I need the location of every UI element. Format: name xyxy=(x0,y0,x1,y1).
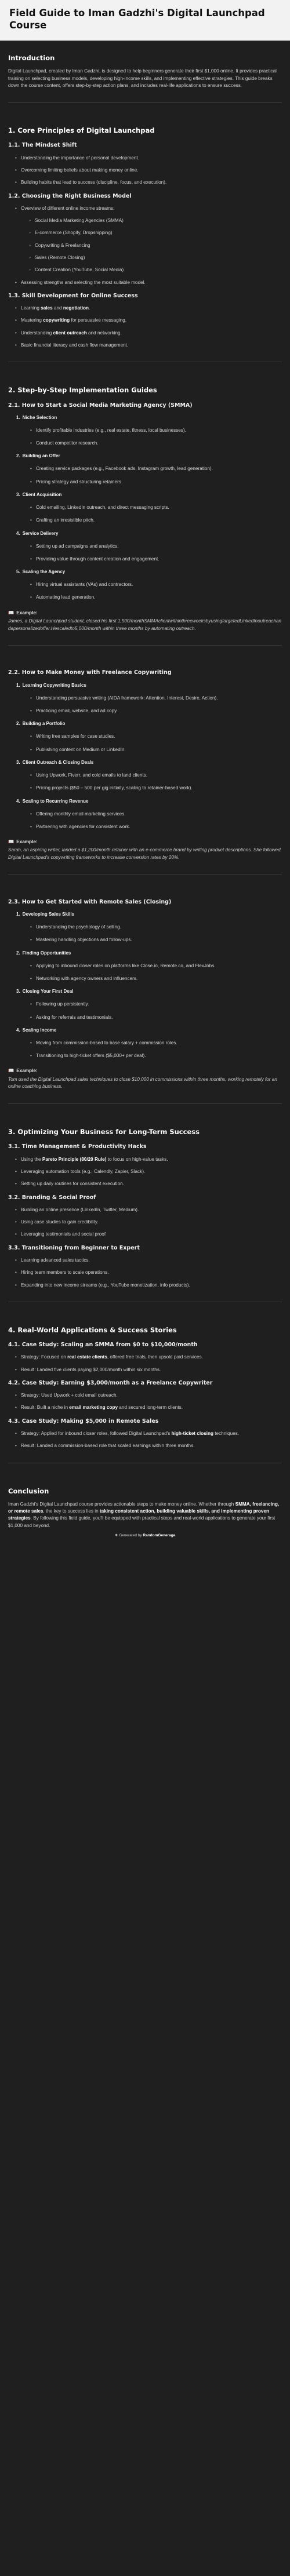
step-title: 1. Niche Selection xyxy=(16,414,57,420)
section-1-heading: 1. Core Principles of Digital Launchpad xyxy=(8,126,155,135)
step xyxy=(16,1027,282,1060)
step xyxy=(16,720,282,753)
intro-text: Digital Launchpad, created by Iman Gadzhi, is designed to help beginners generate their first $1,000 online. It provides practical training on selecting business models, developing high-income skills, and implementing effective strategies. This guide breaks down the course content, offers step-by-step action plans, and includes real-life applications to ensure success. xyxy=(8,68,277,88)
list-item: • Learning sales and negotiation. xyxy=(15,305,282,312)
list-item: • Asking for referrals and testimonials. xyxy=(30,1014,282,1021)
list-item: • Leveraging testimonials and social proof xyxy=(15,1231,282,1238)
example-text: Tom used the Digital Launchpad sales techniques to close $10,000 in commissions within three months, working remotely for an online coaching business. xyxy=(8,1076,277,1090)
step-items xyxy=(16,427,282,447)
step-title: 2. Building a Portfolio xyxy=(16,721,66,727)
section-4-heading: 4. Real-World Applications & Success Stories xyxy=(8,1325,177,1334)
footer-prefix: ❖ Generated by xyxy=(114,1533,143,1538)
section-2-heading: 2. Step-by-Step Implementation Guides xyxy=(8,386,157,395)
list-item: • Automating lead generation. xyxy=(30,594,282,601)
section-3-heading: 3. Optimizing Your Business for Long-Term Success xyxy=(8,1128,200,1136)
list-item: • Crafting an irresistible pitch. xyxy=(30,517,282,524)
step-title: 3. Client Outreach & Closing Deals xyxy=(16,759,94,765)
step xyxy=(16,950,282,983)
intro-heading: Introduction xyxy=(8,54,55,62)
sub-list-item: ◦ Copywriting & Freelancing xyxy=(29,242,282,249)
step xyxy=(16,453,282,486)
example-text: James, a Digital Launchpad student, closed his first 1,500/monthSMMAclientwithinthreeweeksbyusingtargetedLinkedInoutreachandapersonalizedoffer.Hescaledto5,000/month within three months by automating outreach. xyxy=(8,618,282,631)
example-heading: 📖 Example: xyxy=(8,1068,38,1074)
sub-list-item: ◦ Sales (Remote Closing) xyxy=(29,254,282,261)
list-item: • Writing free samples for case studies. xyxy=(30,733,282,740)
step-items xyxy=(16,811,282,831)
section-4-3-heading: 4.3. Case Study: Making $5,000 in Remote Sales xyxy=(8,1418,159,1424)
step-title: 4. Scaling Income xyxy=(16,1027,57,1033)
step-items xyxy=(16,1040,282,1060)
page-title: Field Guide to Iman Gadzhi's Digital Launchpad Course xyxy=(9,8,265,31)
section-1-3-heading: 1.3. Skill Development for Online Success xyxy=(8,292,138,299)
step-items xyxy=(16,581,282,602)
section-2-2-heading: 2.2. How to Make Money with Freelance Copywriting xyxy=(8,669,172,676)
list-item: • Understanding the importance of personal development. xyxy=(15,155,282,162)
step xyxy=(16,530,282,563)
list xyxy=(8,305,282,349)
section-3-2-heading: 3.2. Branding & Social Proof xyxy=(8,1194,96,1201)
step-items xyxy=(16,924,282,944)
list-item: • Building an online presence (LinkedIn, Twitter, Medium). xyxy=(15,1207,282,1214)
list-item: • Setting up daily routines for consistent execution. xyxy=(15,1180,282,1187)
list-item: • Understanding the psychology of selling. xyxy=(30,924,282,931)
step-items xyxy=(16,543,282,563)
footer-brand-link[interactable]: RandomGenerage xyxy=(143,1533,176,1538)
sub-list xyxy=(21,217,282,274)
list-item: • Understanding client outreach and networking. xyxy=(15,330,282,337)
list-item: • Pricing projects ($50 – 500 per gig initially, scaling to retainer-based work). xyxy=(30,785,282,792)
list-item: • Setting up ad campaigns and analytics. xyxy=(30,543,282,550)
footer xyxy=(8,1533,282,1539)
list-item: • Providing value through content creation and engagement. xyxy=(30,556,282,563)
section-1-1-heading: 1.1. The Mindset Shift xyxy=(8,142,77,149)
example-text: Sarah, an aspiring writer, landed a $1,200/month retainer with an e-commerce brand by writing product descriptions. She followed Digital Launchpad's copywriting frameworks to increase conversion rates by 20%. xyxy=(8,847,281,861)
list-item: • Expanding into new income streams (e.g., YouTube monetization, info products). xyxy=(15,1282,282,1289)
step-items xyxy=(16,733,282,753)
conclusion-heading: Conclusion xyxy=(8,1486,49,1495)
step xyxy=(16,911,282,944)
list-item: • Using case studies to gain credibility. xyxy=(15,1219,282,1226)
step-title: 4. Scaling to Recurring Revenue xyxy=(16,798,89,804)
list-item: • Creating service packages (e.g., Facebook ads, Instagram growth, lead generation). xyxy=(30,465,282,472)
step-list xyxy=(8,682,282,830)
list-item: • Conduct competitor research. xyxy=(30,440,282,447)
list-item: • Assessing strengths and selecting the most suitable model. xyxy=(15,279,282,286)
step-items xyxy=(16,1001,282,1021)
list xyxy=(8,155,282,187)
list-item: • Transitioning to high-ticket offers ($5,000+ per deal). xyxy=(30,1052,282,1059)
list-item: • Mastering handling objections and follow-ups. xyxy=(30,937,282,943)
step-items xyxy=(16,695,282,715)
step-title: 1. Learning Copywriting Basics xyxy=(16,682,86,688)
list xyxy=(8,1354,282,1373)
list-item: • Moving from commission-based to base salary + commission roles. xyxy=(30,1040,282,1047)
step xyxy=(16,682,282,715)
list-item: • Leveraging automation tools (e.g., Calendly, Zapier, Slack). xyxy=(15,1168,282,1175)
section-4-1-heading: 4.1. Case Study: Scaling an SMMA from $0 to $10,000/month xyxy=(8,1342,198,1349)
list-item: • Strategy: Applied for inbound closer roles, followed Digital Launchpad's high-ticket closing techniques. xyxy=(15,1430,282,1437)
step-items xyxy=(16,504,282,524)
step xyxy=(16,759,282,792)
list-item: • Using Upwork, Fiverr, and cold emails to land clients. xyxy=(30,772,282,779)
section-3-3-heading: 3.3. Transitioning from Beginner to Expert xyxy=(8,1244,140,1251)
list-item: • Pricing strategy and structuring retainers. xyxy=(30,479,282,486)
step-list xyxy=(8,911,282,1059)
list xyxy=(8,1392,282,1412)
sub-list-item: ◦ E-commerce (Shopify, Dropshipping) xyxy=(29,229,282,236)
list xyxy=(8,1430,282,1450)
divider xyxy=(8,645,282,646)
list-item: • Applying to inbound closer roles on platforms like Close.io, Remote.co, and FlexJobs. xyxy=(30,963,282,970)
step xyxy=(16,569,282,602)
step-title: 3. Closing Your First Deal xyxy=(16,989,74,994)
step-title: 2. Building an Offer xyxy=(16,453,60,459)
step-title: 1. Developing Sales Skills xyxy=(16,912,75,917)
list-item: • Partnering with agencies for consistent work. xyxy=(30,824,282,830)
step xyxy=(16,414,282,447)
section-2-1-heading: 2.1. How to Start a Social Media Marketing Agency (SMMA) xyxy=(8,402,193,409)
list-item: • Using the Pareto Principle (80/20 Rule) to focus on high-value tasks. xyxy=(15,1156,282,1163)
content xyxy=(0,41,290,1539)
step xyxy=(16,798,282,831)
list-item: • Publishing content on Medium or LinkedIn. xyxy=(30,746,282,753)
list-item: • Mastering copywriting for persuasive messaging. xyxy=(15,317,282,324)
list-item: • Strategy: Used Upwork + cold email outreach. xyxy=(15,1392,282,1399)
step-items xyxy=(16,465,282,486)
list-item: • Learning advanced sales tactics. xyxy=(15,1257,282,1264)
step-items xyxy=(16,963,282,983)
step-title: 2. Finding Opportunities xyxy=(16,950,71,956)
list-item: • Hiring virtual assistants (VAs) and contractors. xyxy=(30,581,282,588)
step-list xyxy=(8,414,282,602)
list-item: • Building habits that lead to success (discipline, focus, and execution). xyxy=(15,179,282,186)
header xyxy=(0,0,290,41)
list-item: • Overcoming limiting beliefs about making money online. xyxy=(15,167,282,174)
step-title: 3. Client Acquisition xyxy=(16,491,62,497)
book-icon: 📖 xyxy=(8,1068,14,1074)
list-item: • Cold emailing, LinkedIn outreach, and direct messaging scripts. xyxy=(30,504,282,511)
list xyxy=(8,1257,282,1289)
section-4-2-heading: 4.2. Case Study: Earning $3,000/month as a Freelance Copywriter xyxy=(8,1379,213,1386)
book-icon: 📖 xyxy=(8,839,14,845)
step-items xyxy=(16,772,282,792)
conclusion-text: Iman Gadzhi's Digital Launchpad course provides actionable steps to make money online. Whether through SMMA, freelancing, or remote sales, the key to success lies in taking consistent action, building valuable skills, and implementing proven strategies. By following this field guide, you'll be equipped with practical steps and real-world applications to generate your first $1,000 and beyond. xyxy=(8,1501,280,1528)
list-item: • Basic financial literacy and cash flow management. xyxy=(15,342,282,349)
section-2-3-heading: 2.3. How to Get Started with Remote Sales (Closing) xyxy=(8,898,172,905)
list-item: • Following up persistently. xyxy=(30,1001,282,1008)
example-heading: 📖 Example: xyxy=(8,610,38,615)
list-item: • Practicing email, website, and ad copy. xyxy=(30,708,282,715)
list xyxy=(8,205,282,286)
list xyxy=(8,1207,282,1238)
list-item: • Offering monthly email marketing services. xyxy=(30,811,282,818)
sub-list-item: ◦ Social Media Marketing Agencies (SMMA) xyxy=(29,217,282,224)
list xyxy=(8,1156,282,1188)
list-item: • Result: Landed five clients paying $2,000/month within six months. xyxy=(15,1367,282,1373)
section-1-2-heading: 1.2. Choosing the Right Business Model xyxy=(8,192,132,199)
divider xyxy=(8,1103,282,1104)
list-item: • Identify profitable industries (e.g., real estate, fitness, local businesses). xyxy=(30,427,282,434)
section-3-1-heading: 3.1. Time Management & Productivity Hacks xyxy=(8,1143,147,1150)
list-item: • Hiring team members to scale operations. xyxy=(15,1269,282,1276)
step xyxy=(16,491,282,524)
list-item-text: Overview of different online income streams: xyxy=(21,205,115,211)
book-icon: 📖 xyxy=(8,610,14,615)
list-item xyxy=(15,205,282,274)
divider xyxy=(8,102,282,103)
step-title: 5. Scaling the Agency xyxy=(16,569,66,575)
list-item: • Result: Landed a commission-based role that scaled earnings within three months. xyxy=(15,1442,282,1449)
example-heading: 📖 Example: xyxy=(8,839,38,845)
step xyxy=(16,988,282,1021)
list-item: • Understanding persuasive writing (AIDA framework: Attention, Interest, Desire, Action). xyxy=(30,695,282,702)
list-item: • Strategy: Focused on real estate clients, offered free trials, then upsold paid services. xyxy=(15,1354,282,1361)
sub-list-item: ◦ Content Creation (YouTube, Social Media) xyxy=(29,267,282,274)
step-title: 4. Service Delivery xyxy=(16,530,59,536)
list-item: • Networking with agency owners and influencers. xyxy=(30,975,282,982)
list-item: • Result: Built a niche in email marketing copy and secured long-term clients. xyxy=(15,1404,282,1411)
